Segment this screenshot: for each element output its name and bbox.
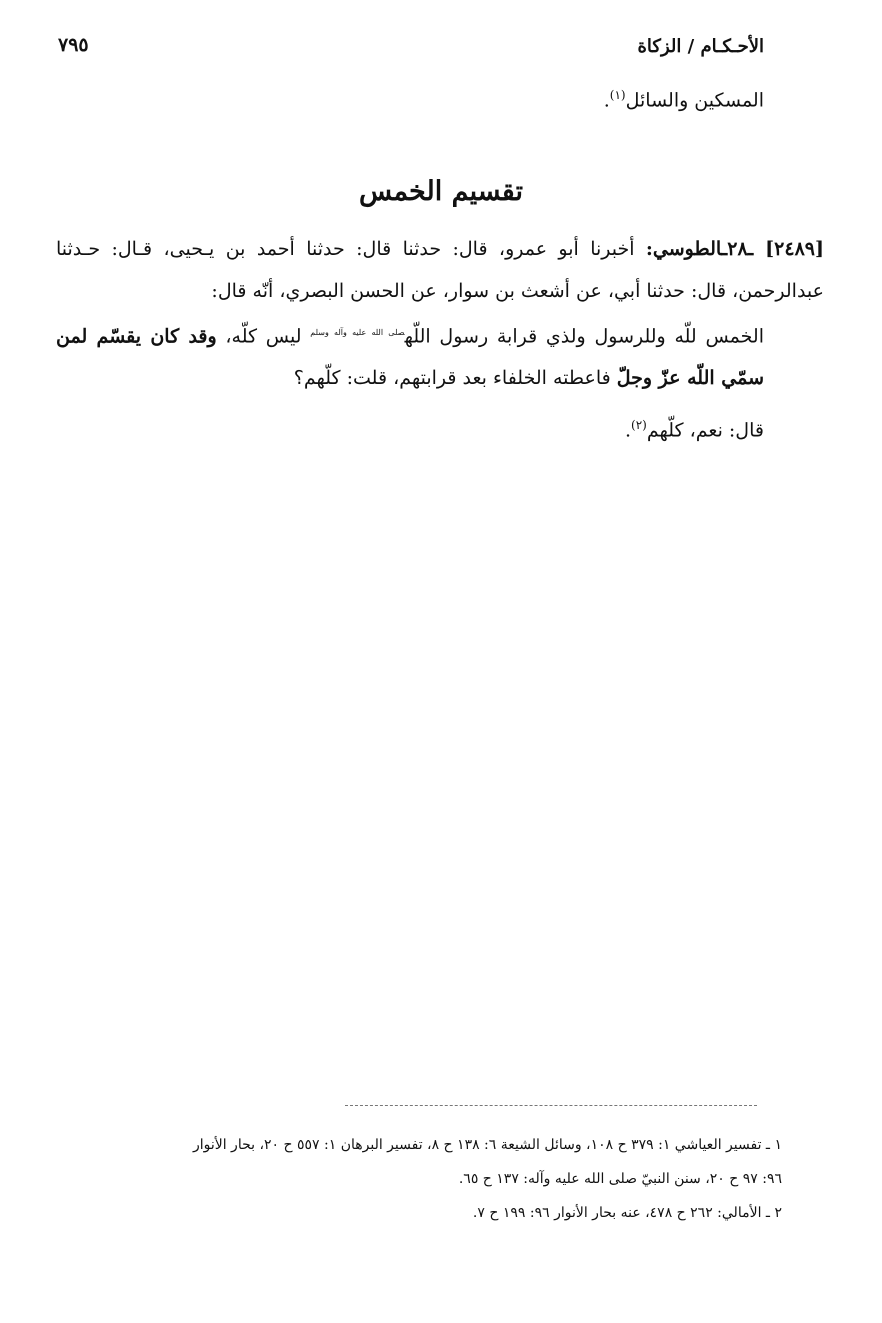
hadith-text-part1: الخمس للّه وللرسول ولذي قرابة رسول اللّه bbox=[404, 325, 764, 348]
hadith-answer bbox=[56, 404, 764, 451]
hadith-source: الطوسي: bbox=[645, 238, 722, 260]
footnote-1-line2: ٩٦: ٩٧ ح ٢٠، سنن النبيّ صلى الله عليه وآله: ١٣٧ ح ٦٥. bbox=[458, 1171, 782, 1187]
footnote-ref-2: (٢) bbox=[631, 418, 647, 432]
hadith-isnad bbox=[56, 228, 824, 312]
honorific-mark: صلى الله عليه وآله وسلم bbox=[310, 328, 405, 337]
hadith-answer-end: . bbox=[624, 419, 632, 442]
running-header-title: الأحـكـام / الزكاة bbox=[637, 36, 764, 57]
footnotes bbox=[58, 1128, 782, 1230]
footnote-ref-1: (١) bbox=[609, 88, 626, 102]
page-number: ٧٩٥ bbox=[58, 34, 89, 56]
footnote-separator bbox=[345, 1105, 757, 1106]
carry-over-text: المسكين والسائل bbox=[625, 89, 764, 112]
hadith-chain-line1: أخبرنا أبو عمرو، قال: حدثنا قال: حدثنا أحمد بن يـحيى، قـال: حـدثنا bbox=[56, 238, 635, 260]
carry-over-line bbox=[604, 88, 764, 111]
footnote-2: ٢ ـ الأمالي: ٢٦٢ ح ٤٧٨، عنه بحار الأنوار ٩٦: ١٩٩ ح ٧. bbox=[472, 1205, 782, 1221]
hadith-answer-text: قال: نعم، كلّهم bbox=[646, 419, 764, 442]
carry-over-end: . bbox=[603, 89, 610, 112]
hadith-text bbox=[56, 312, 764, 399]
hadith-text-part3: فاعطته الخلفاء بعد قرابتهم، قلت: كلّهم؟ bbox=[293, 367, 611, 390]
footnote-1-line1: ١ ـ تفسير العياشي ١: ٣٧٩ ح ١٠٨، وسائل الشيعة ٦: ١٣٨ ح ٨، تفسير البرهان ١: ٥٥٧ ح ٢٠، بحار الأنوار bbox=[192, 1137, 782, 1153]
section-title: تقسيم الخمس bbox=[359, 176, 523, 207]
hadith-text-bold: وقد كان يقسّم لمن سمّي اللّه عزّ وجلّ bbox=[56, 325, 764, 390]
hadith-chain-line2: عبدالرحمن، قال: حدثنا أبي، عن أشعث بن سوار، عن الحسن البصري، أنّه قال: bbox=[211, 280, 824, 302]
hadith-text-part2: ليس كلّه، bbox=[225, 325, 302, 348]
hadith-number: [٢٤٨٩] ـ٢٨ـ bbox=[721, 238, 824, 260]
